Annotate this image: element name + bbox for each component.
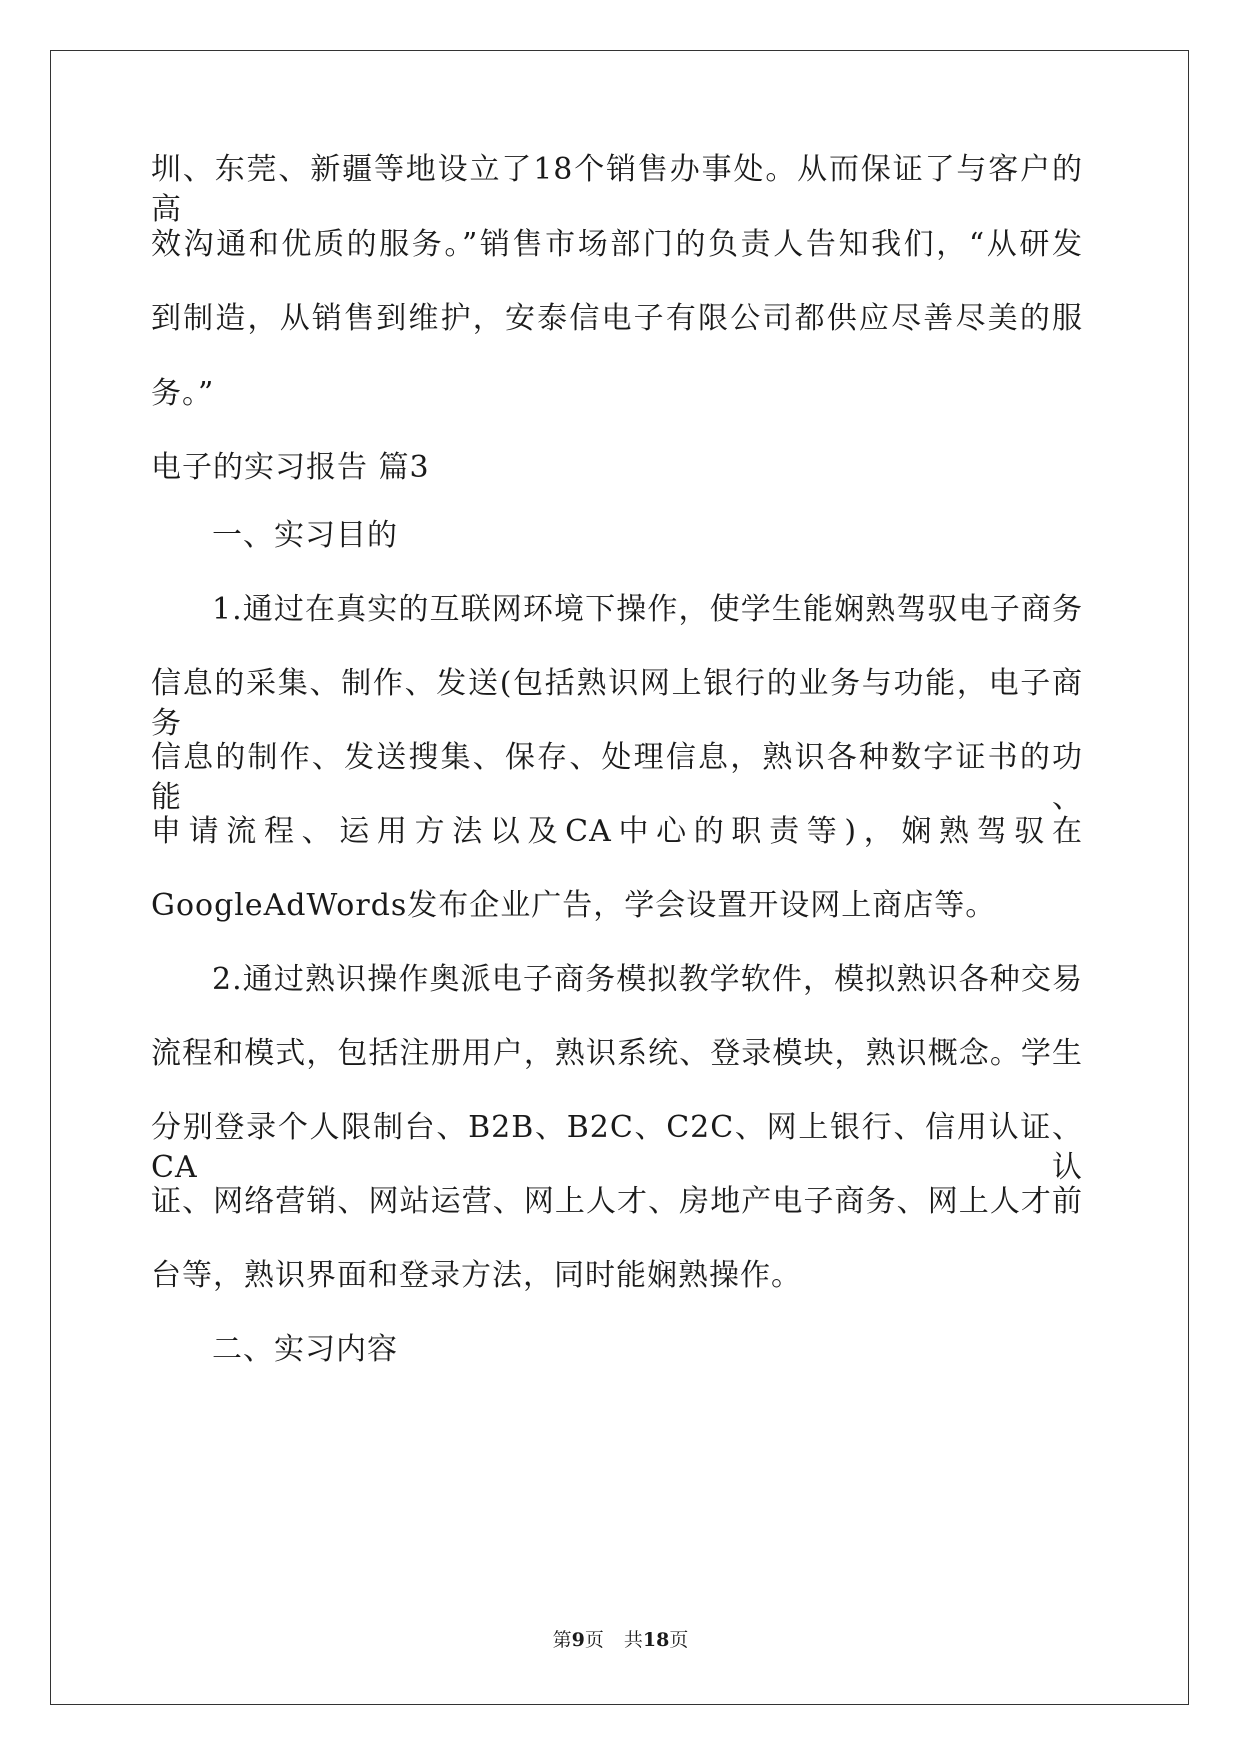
paragraph-line: 到制造，从销售到维护，安泰信电子有限公司都供应尽善尽美的服: [151, 301, 1083, 336]
total-suffix: 页: [669, 1629, 689, 1651]
paragraph-line: 证、网络营销、网站运营、网上人才、房地产电子商务、网上人才前: [151, 1184, 1083, 1219]
subsection-heading: 二、实习内容: [212, 1332, 398, 1367]
paragraph-line: 分别登录个人限制台、B2B、B2C、C2C、网上银行、信用认证、CA认: [151, 1110, 1083, 1185]
page-current: 9: [571, 1629, 585, 1651]
paragraph-line: 信息的制作、发送搜集、保存、处理信息，熟识各种数字证书的功能、: [151, 740, 1083, 815]
paragraph-line: 信息的采集、制作、发送(包括熟识网上银行的业务与功能，电子商务: [151, 666, 1083, 741]
paragraph-line: 台等，熟识界面和登录方法，同时能娴熟操作。: [151, 1258, 802, 1293]
paragraph-line: 2.通过熟识操作奥派电子商务模拟教学软件，模拟熟识各种交易: [212, 962, 1083, 997]
paragraph-line: 流程和模式，包括注册用户，熟识系统、登录模块，熟识概念。学生: [151, 1036, 1083, 1071]
paragraph-line: 申请流程、运用方法以及CA中心的职责等)，娴熟驾驭在: [151, 814, 1083, 849]
page-footer: [0, 1628, 1241, 1652]
paragraph-line: 务。”: [151, 376, 215, 411]
paragraph-line: 效沟通和优质的服务。”销售市场部门的负责人告知我们，“从研发: [151, 227, 1083, 262]
section-heading: 电子的实习报告 篇3: [151, 450, 430, 485]
subsection-heading: 一、实习目的: [212, 518, 398, 553]
page-total: 18: [642, 1629, 670, 1651]
page-prefix: 第: [552, 1629, 572, 1651]
paragraph-line: 圳、东莞、新疆等地设立了18个销售办事处。从而保证了与客户的高: [151, 152, 1083, 227]
paragraph-line: GoogleAdWords发布企业广告，学会设置开设网上商店等。: [151, 888, 997, 923]
paragraph-line: 1.通过在真实的互联网环境下操作，使学生能娴熟驾驭电子商务: [212, 592, 1083, 627]
page-suffix: 页: [584, 1629, 604, 1651]
total-prefix: 共: [623, 1629, 643, 1651]
